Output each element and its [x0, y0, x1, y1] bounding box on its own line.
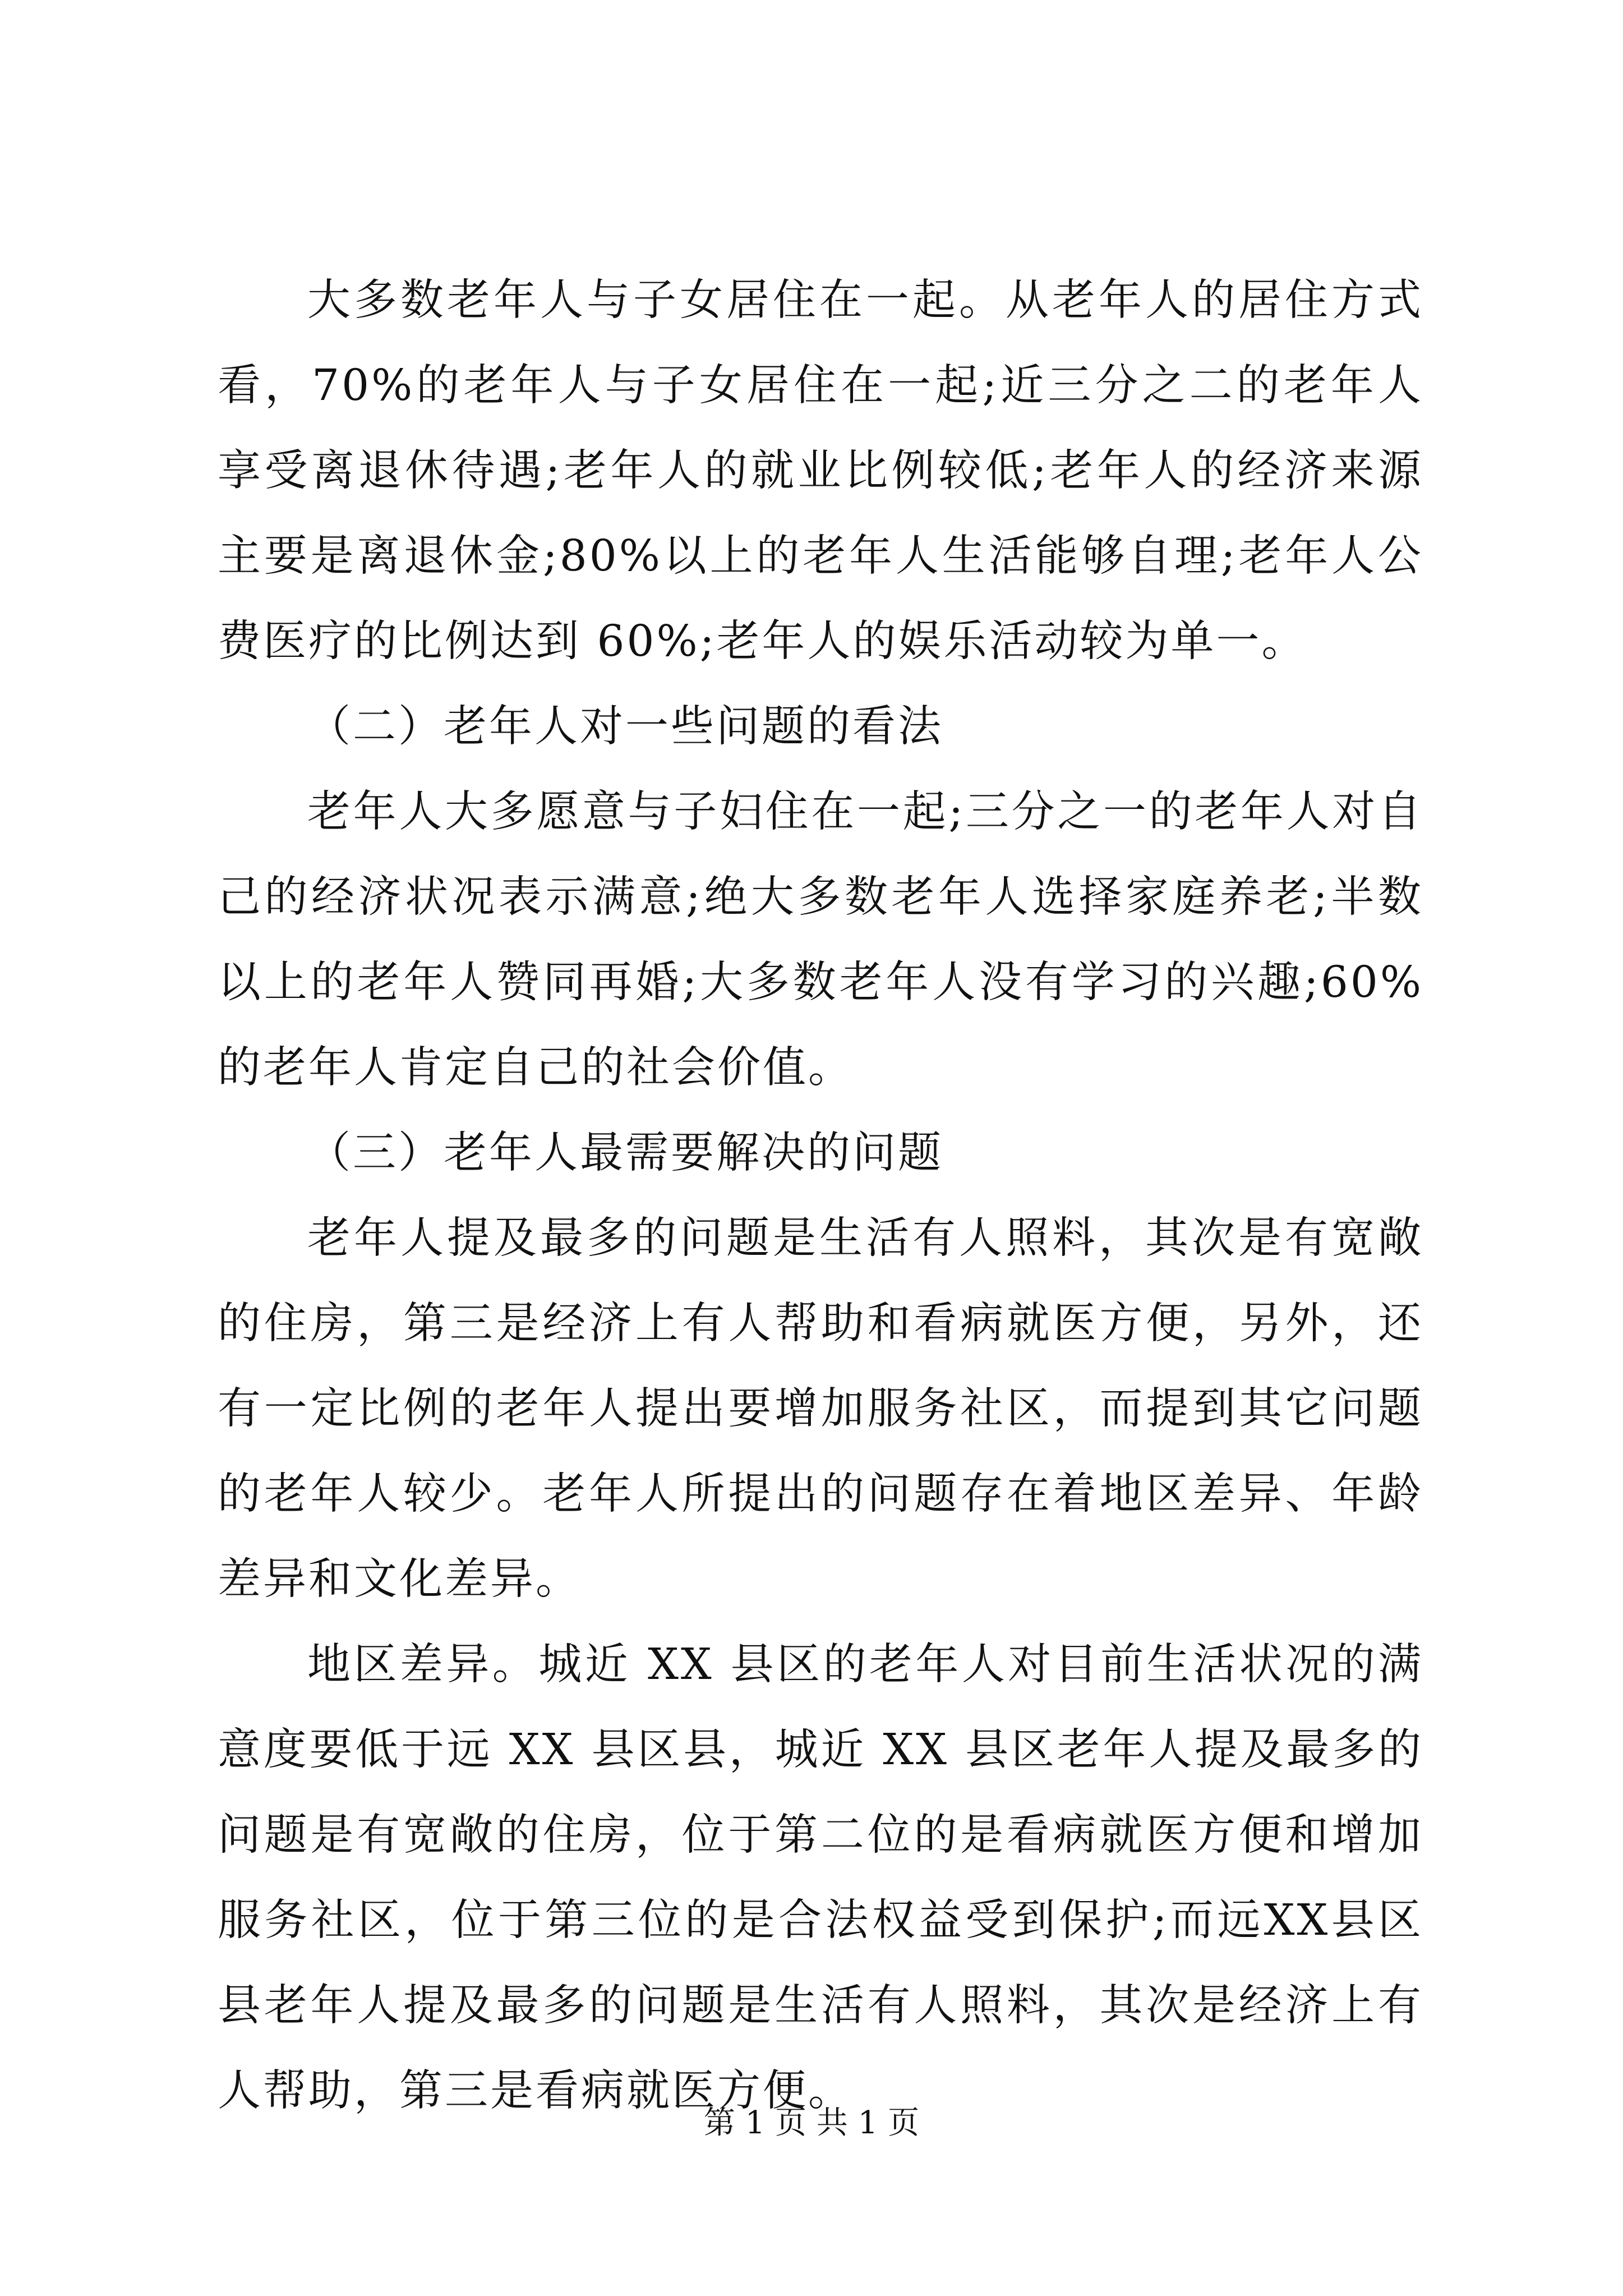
document-body: [218, 258, 1423, 2134]
paragraph-views: 老年人大多愿意与子妇住在一起;三分之一的老年人对自己的经济状况表示满意;绝大多数老年人选择家庭养老;半数以上的老年人赞同再婚;大多数老年人没有学习的兴趣;60%的老年人肯定自己的社会价值。: [218, 787, 1423, 1093]
paragraph-problems: 老年人提及最多的问题是生活有人照料，其次是有宽敞的住房，第三是经济上有人帮助和看病就医方便，另外，还有一定比例的老年人提出要增加服务社区，而提到其它问题的老年人较少。老年人所提出的问题存在着地区差异、年龄差异和文化差异。: [218, 1213, 1423, 1604]
page-footer: 第 1 页 共 1 页: [703, 2105, 920, 2141]
paragraph-living-arrangements: 大多数老年人与子女居住在一起。从老年人的居住方式看，70%的老年人与子女居住在一起;近三分之二的老年人享受离退休待遇;老年人的就业比例较低;老年人的经济来源主要是离退休金;80%以上的老年人生活能够自理;老年人公费医疗的比例达到 60%;老年人的娱乐活动较为单一。: [218, 275, 1423, 666]
section-heading-views: （二）老年人对一些问题的看法: [307, 702, 943, 752]
section-heading-problems: （三）老年人最需要解决的问题: [307, 1128, 943, 1178]
paragraph-regional-differences: 地区差异。城近 XX 县区的老年人对目前生活状况的满意度要低于远 XX 县区县，城近 XX 县区老年人提及最多的问题是有宽敞的住房，位于第二位的是看病就医方便和增加服务社区，位于第三位的是合法权益受到保护;而远XX县区县老年人提及最多的问题是生活有人照料，其次是经济上有人帮助，第三是看病就医方便。: [218, 1640, 1423, 2116]
